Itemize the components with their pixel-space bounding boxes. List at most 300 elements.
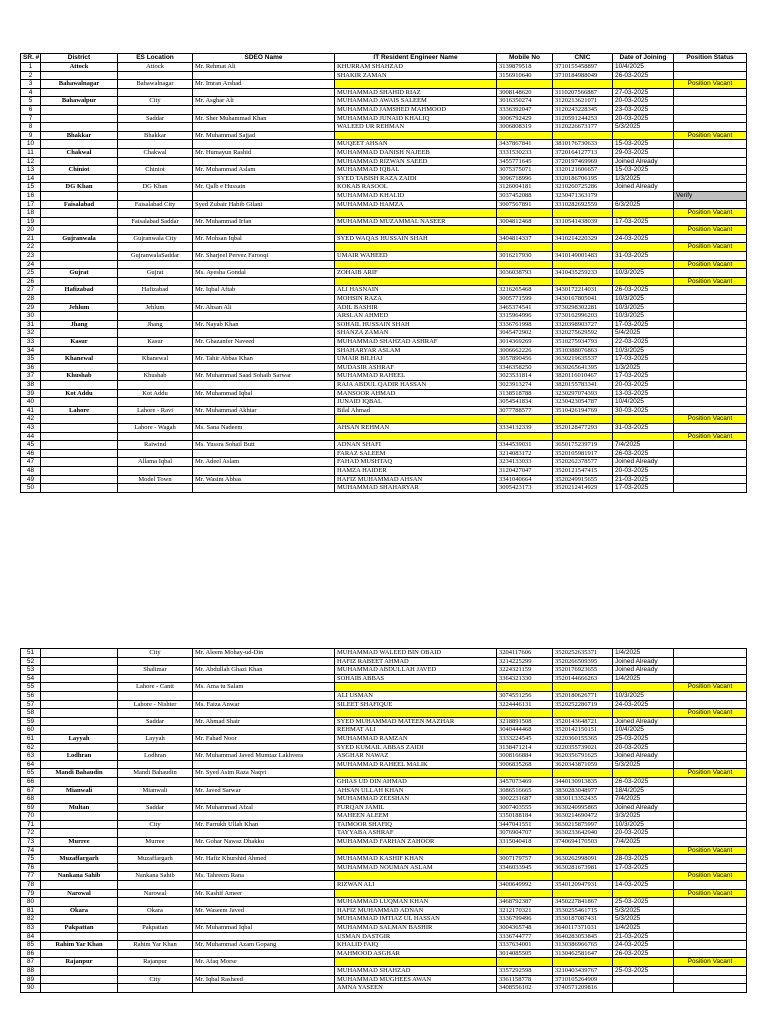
date-of-joining-cell: 24-03-2025 xyxy=(613,234,674,243)
sr-cell: 17 xyxy=(21,200,41,209)
mobile-cell: 3357292598 xyxy=(497,966,553,975)
engineer-name-cell: GHIAS UD DIN AHMAD xyxy=(335,777,497,786)
mobile-cell: 3095423173 xyxy=(497,484,553,493)
district-cell: Kot Addu xyxy=(41,389,118,398)
es-location-cell xyxy=(118,380,193,389)
position-status-cell xyxy=(674,949,747,958)
sdeo-name-cell: Ms. Sana Nadeem xyxy=(193,423,335,432)
es-location-cell: GujranwalaSaddar xyxy=(118,252,193,261)
engineer-name-cell: ARSLAN AHMED xyxy=(335,312,497,321)
cnic-cell: 3810176730633 xyxy=(553,140,613,149)
es-location-cell: Jehlum xyxy=(118,303,193,312)
es-location-cell: Chiniot xyxy=(118,166,193,175)
mobile-cell: 3344539031 xyxy=(497,441,553,450)
table-row xyxy=(21,786,747,795)
sdeo-name-cell xyxy=(193,466,335,475)
sdeo-name-cell: Mr. Muhammad Afzal xyxy=(193,803,335,812)
engineer-name-cell: SHAKIR ZAMAN xyxy=(335,71,497,80)
sdeo-name-cell xyxy=(193,191,335,200)
header-sdeo-name: SDEO Name xyxy=(193,54,335,63)
district-cell xyxy=(41,700,118,709)
position-status-cell xyxy=(674,200,747,209)
cnic-cell xyxy=(553,415,613,424)
date-of-joining-cell: 18/4/2025 xyxy=(613,786,674,795)
es-location-cell: Lahore - Cantt xyxy=(118,683,193,692)
cnic-cell: 3520144666263 xyxy=(553,674,613,683)
position-status-cell: Position Vacant xyxy=(674,80,747,89)
sdeo-name-cell: Mr. Farrukh Ullah Khan xyxy=(193,820,335,829)
engineer-name-cell: REHMAT ALI xyxy=(335,726,497,735)
mobile-cell: 3096718996 xyxy=(497,174,553,183)
table-row xyxy=(21,466,747,475)
engineer-name-cell: HAMZA HAIDER xyxy=(335,466,497,475)
district-cell xyxy=(41,657,118,666)
district-cell xyxy=(41,88,118,97)
position-status-cell: Position Vacant xyxy=(674,226,747,235)
mobile-cell: 3138471214 xyxy=(497,743,553,752)
district-cell xyxy=(41,423,118,432)
table-row xyxy=(21,795,747,804)
date-of-joining-cell: 5/3/2025 xyxy=(613,906,674,915)
sr-cell: 16 xyxy=(21,191,41,200)
mobile-cell xyxy=(497,80,553,89)
table-row xyxy=(21,398,747,407)
mobile-cell: 3346358250 xyxy=(497,363,553,372)
mobile-cell: 3076904707 xyxy=(497,829,553,838)
date-of-joining-cell xyxy=(613,846,674,855)
position-status-cell xyxy=(674,924,747,933)
engineer-name-cell: JUNAID IQBAL xyxy=(335,398,497,407)
table-row xyxy=(21,666,747,675)
sdeo-name-cell xyxy=(193,295,335,304)
engineer-name-cell: MUHAMMAD KHALID xyxy=(335,191,497,200)
engineer-name-cell: HAFIZ MUHAMMAD AHSAN xyxy=(335,475,497,484)
sdeo-name-cell: Mr. Tahir Abbas Khan xyxy=(193,355,335,364)
mobile-cell: 3016217930 xyxy=(497,252,553,261)
district-cell: Multan xyxy=(41,803,118,812)
table-row xyxy=(21,863,747,872)
header-sr: SR. # xyxy=(21,54,41,63)
cnic-cell: 3830283048977 xyxy=(553,786,613,795)
district-cell xyxy=(41,898,118,907)
sr-cell: 51 xyxy=(21,649,41,658)
es-location-cell xyxy=(118,415,193,424)
engineer-name-cell: ASGHAR NAWAZ xyxy=(335,752,497,761)
es-location-cell xyxy=(118,346,193,355)
table-row xyxy=(21,88,747,97)
mobile-cell: 3008148620 xyxy=(497,88,553,97)
date-of-joining-cell: 17-03-2025 xyxy=(613,372,674,381)
es-location-cell xyxy=(118,984,193,993)
engineer-name-cell: SYED KUMAIL ABBAS ZAIDI xyxy=(335,743,497,752)
date-of-joining-cell: 26-03-2025 xyxy=(613,449,674,458)
position-status-cell xyxy=(674,123,747,132)
position-status-cell xyxy=(674,389,747,398)
cnic-cell: 3720197469969 xyxy=(553,157,613,166)
sdeo-name-cell: Mr. Iqbal Rasheed xyxy=(193,975,335,984)
sr-cell: 89 xyxy=(21,975,41,984)
mobile-cell: 3336392047 xyxy=(497,105,553,114)
cnic-cell: 3310541438039 xyxy=(553,217,613,226)
position-status-cell xyxy=(674,657,747,666)
sdeo-name-cell xyxy=(193,863,335,872)
es-location-cell: Rahim Yar Khan xyxy=(118,941,193,950)
date-of-joining-cell: Joined Already xyxy=(613,666,674,675)
district-cell xyxy=(41,674,118,683)
mobile-cell: 3437867841 xyxy=(497,140,553,149)
district-cell xyxy=(41,975,118,984)
district-cell xyxy=(41,949,118,958)
position-status-cell xyxy=(674,166,747,175)
date-of-joining-cell: 5/4/2025 xyxy=(613,329,674,338)
date-of-joining-cell: 25-03-2025 xyxy=(613,966,674,975)
district-cell xyxy=(41,466,118,475)
position-status-cell xyxy=(674,691,747,700)
engineer-name-cell: AHSAN ULLAH KHAN xyxy=(335,786,497,795)
district-cell xyxy=(41,795,118,804)
es-location-cell: Saddar xyxy=(118,803,193,812)
cnic-cell: 3320121606657 xyxy=(553,166,613,175)
district-cell xyxy=(41,683,118,692)
cnic-cell: 3520176923655 xyxy=(553,666,613,675)
engineer-name-cell: MOHSIN RAZA xyxy=(335,295,497,304)
es-location-cell: Lahore - Wagah xyxy=(118,423,193,432)
district-cell xyxy=(41,71,118,80)
district-cell xyxy=(41,743,118,752)
district-cell: Jehlum xyxy=(41,303,118,312)
cnic-cell: 3510426194769 xyxy=(553,406,613,415)
date-of-joining-cell: 20-03-2025 xyxy=(613,743,674,752)
cnic-cell: 3630219635537 xyxy=(553,355,613,364)
position-status-cell xyxy=(674,97,747,106)
engineer-name-cell: Bilal Ahmad xyxy=(335,406,497,415)
sr-cell: 4 xyxy=(21,88,41,97)
sr-cell: 14 xyxy=(21,174,41,183)
sr-cell: 82 xyxy=(21,915,41,924)
engineer-name-cell: MUHAMMAD RAHEEL xyxy=(335,372,497,381)
mobile-cell: 3337634001 xyxy=(497,941,553,950)
table-row xyxy=(21,71,747,80)
sdeo-name-cell: Mr. Muhammad Aslam xyxy=(193,166,335,175)
cnic-cell: 3130462581647 xyxy=(553,949,613,958)
sdeo-name-cell xyxy=(193,743,335,752)
sdeo-name-cell: Mr. Muhammad Akhtar xyxy=(193,406,335,415)
cnic-cell xyxy=(553,260,613,269)
cnic-cell: 3620343871059 xyxy=(553,760,613,769)
table-row xyxy=(21,458,747,467)
engineer-name-cell: UMAIR WAHEED xyxy=(335,252,497,261)
date-of-joining-cell: 17-03-2025 xyxy=(613,217,674,226)
district-cell xyxy=(41,157,118,166)
engineer-name-cell: MANSOOR AHMAD xyxy=(335,389,497,398)
district-cell: Rahim Yar Khan xyxy=(41,941,118,950)
position-status-cell xyxy=(674,734,747,743)
sr-cell: 76 xyxy=(21,863,41,872)
sr-cell: 88 xyxy=(21,966,41,975)
engineer-name-cell xyxy=(335,889,497,898)
position-status-cell xyxy=(674,372,747,381)
es-location-cell: Bhakkar xyxy=(118,131,193,140)
sr-cell: 63 xyxy=(21,752,41,761)
date-of-joining-cell: 10/3/2025 xyxy=(613,295,674,304)
position-status-cell: Position Vacant xyxy=(674,889,747,898)
date-of-joining-cell: 14-03-2025 xyxy=(613,881,674,890)
district-cell xyxy=(41,441,118,450)
cnic-cell xyxy=(553,769,613,778)
sdeo-name-cell xyxy=(193,209,335,218)
date-of-joining-cell xyxy=(613,277,674,286)
mobile-cell: 3138518788 xyxy=(497,389,553,398)
table-header-row xyxy=(21,54,747,63)
sdeo-name-cell: Mr. Waseem Javed xyxy=(193,906,335,915)
es-location-cell: Bahawalnagar xyxy=(118,80,193,89)
engineer-name-cell xyxy=(335,80,497,89)
cnic-cell: 3220360155365 xyxy=(553,734,613,743)
es-location-cell: Lahore - Ravi xyxy=(118,406,193,415)
position-status-cell xyxy=(674,329,747,338)
mobile-cell xyxy=(497,872,553,881)
cnic-cell: 3120213621071 xyxy=(553,97,613,106)
sr-cell: 56 xyxy=(21,691,41,700)
es-location-cell xyxy=(118,881,193,890)
engineer-name-cell: TAYYABA ASHRAF xyxy=(335,829,497,838)
mobile-cell: 3005771599 xyxy=(497,295,553,304)
es-location-cell xyxy=(118,846,193,855)
engineer-name-cell: MUHAMMAD SHAHARYAR xyxy=(335,484,497,493)
mobile-cell: 3006792429 xyxy=(497,114,553,123)
district-cell xyxy=(41,191,118,200)
sr-cell: 48 xyxy=(21,466,41,475)
sr-cell: 27 xyxy=(21,286,41,295)
engineer-name-cell: ADNAN SHAFI xyxy=(335,441,497,450)
es-location-cell: Mandi Bahaudin xyxy=(118,769,193,778)
table-row xyxy=(21,984,747,993)
table-row xyxy=(21,174,747,183)
table-row xyxy=(21,717,747,726)
mobile-cell: 3361158778 xyxy=(497,975,553,984)
engineer-name-cell: MUHAMMAD ZEESHAN xyxy=(335,795,497,804)
mobile-cell: 3204117606 xyxy=(497,649,553,658)
sr-cell: 22 xyxy=(21,243,41,252)
position-status-cell xyxy=(674,915,747,924)
header-cnic: CNIC xyxy=(553,54,613,63)
date-of-joining-cell: 31-03-2025 xyxy=(613,252,674,261)
sr-cell: 46 xyxy=(21,449,41,458)
cnic-cell: 3120243228345 xyxy=(553,105,613,114)
cnic-cell: 3710105264909 xyxy=(553,975,613,984)
sr-cell: 75 xyxy=(21,855,41,864)
cnic-cell: 3650175239719 xyxy=(553,441,613,450)
date-of-joining-cell: 10/4/2025 xyxy=(613,726,674,735)
cnic-cell: 3820116010467 xyxy=(553,372,613,381)
engineer-name-cell: MUHAMMAD NOUMAN ASLAM xyxy=(335,863,497,872)
table-row xyxy=(21,191,747,200)
cnic-cell: 3320186706195 xyxy=(553,174,613,183)
engineer-name-cell xyxy=(335,958,497,967)
cnic-cell: 3320275629592 xyxy=(553,329,613,338)
sr-cell: 35 xyxy=(21,355,41,364)
table-row xyxy=(21,475,747,484)
table-row xyxy=(21,734,747,743)
cnic-cell: 3210260725286 xyxy=(553,183,613,192)
date-of-joining-cell: 26-03-2025 xyxy=(613,777,674,786)
cnic-cell: 3430172214031 xyxy=(553,286,613,295)
position-status-cell xyxy=(674,295,747,304)
district-cell: Bahawalnagar xyxy=(41,80,118,89)
engineer-name-cell: AHSAN REHMAN xyxy=(335,423,497,432)
mobile-cell xyxy=(497,260,553,269)
position-status-cell: Position Vacant xyxy=(674,958,747,967)
es-location-cell: Jhang xyxy=(118,320,193,329)
sdeo-name-cell xyxy=(193,88,335,97)
position-status-cell xyxy=(674,406,747,415)
cnic-cell: 3630265641395 xyxy=(553,363,613,372)
position-status-cell: Position Vacant xyxy=(674,243,747,252)
sdeo-name-cell: Mr. Imran Arshad xyxy=(193,80,335,89)
es-location-cell: Kasur xyxy=(118,338,193,347)
position-status-cell xyxy=(674,234,747,243)
position-status-cell xyxy=(674,743,747,752)
cnic-cell: 3320398903727 xyxy=(553,320,613,329)
district-cell: DG Khan xyxy=(41,183,118,192)
position-status-cell: Position Vacant xyxy=(674,277,747,286)
sr-cell: 85 xyxy=(21,941,41,950)
es-location-cell: Kot Addu xyxy=(118,389,193,398)
table-row xyxy=(21,295,747,304)
table-row xyxy=(21,131,747,140)
sr-cell: 6 xyxy=(21,105,41,114)
mobile-cell: 3350188184 xyxy=(497,812,553,821)
position-status-cell xyxy=(674,174,747,183)
district-cell xyxy=(41,260,118,269)
mobile-cell: 3002231687 xyxy=(497,795,553,804)
district-cell: Nankana Sahib xyxy=(41,872,118,881)
district-cell: Faisalabad xyxy=(41,200,118,209)
sdeo-name-cell xyxy=(193,260,335,269)
es-location-cell: Layyah xyxy=(118,734,193,743)
mobile-cell xyxy=(497,889,553,898)
sr-cell: 52 xyxy=(21,657,41,666)
cnic-cell: 3730162996203 xyxy=(553,312,613,321)
engineer-name-cell: SHAHARYAR ASLAM xyxy=(335,346,497,355)
date-of-joining-cell xyxy=(613,889,674,898)
cnic-cell xyxy=(553,432,613,441)
table-row xyxy=(21,924,747,933)
sdeo-name-cell: Mr. Mohsan Iqbal xyxy=(193,234,335,243)
date-of-joining-cell: 10/4/2025 xyxy=(613,63,674,72)
mobile-cell: 3126004181 xyxy=(497,183,553,192)
table-row xyxy=(21,803,747,812)
es-location-cell: DG Khan xyxy=(118,183,193,192)
cnic-cell: 3530255461715 xyxy=(553,906,613,915)
sr-cell: 64 xyxy=(21,760,41,769)
cnic-cell xyxy=(553,889,613,898)
date-of-joining-cell: Joined Already xyxy=(613,803,674,812)
es-location-cell xyxy=(118,191,193,200)
roster-table-page-2 xyxy=(20,648,746,993)
cnic-cell: 3630240995865 xyxy=(553,803,613,812)
engineer-name-cell xyxy=(335,846,497,855)
district-cell xyxy=(41,398,118,407)
table-row xyxy=(21,346,747,355)
mobile-cell: 3014369269 xyxy=(497,338,553,347)
cnic-cell: 3520212414929 xyxy=(553,484,613,493)
district-cell xyxy=(41,114,118,123)
table-row xyxy=(21,329,747,338)
position-status-cell: Position Vacant xyxy=(674,872,747,881)
sdeo-name-cell: Mr. Qalb e Hussain xyxy=(193,183,335,192)
mobile-cell: 3075375071 xyxy=(497,166,553,175)
district-cell: Narowal xyxy=(41,889,118,898)
engineer-name-cell: MUQEET AHSAN xyxy=(335,140,497,149)
table-row xyxy=(21,380,747,389)
es-location-cell: Khushab xyxy=(118,372,193,381)
district-cell: Muzaffargarh xyxy=(41,855,118,864)
sr-cell: 77 xyxy=(21,872,41,881)
es-location-cell xyxy=(118,466,193,475)
district-cell: Okara xyxy=(41,906,118,915)
cnic-cell: 3640117371031 xyxy=(553,924,613,933)
position-status-cell xyxy=(674,312,747,321)
mobile-cell xyxy=(497,226,553,235)
sr-cell: 38 xyxy=(21,380,41,389)
cnic-cell: 3520249915655 xyxy=(553,475,613,484)
engineer-name-cell: MUHAMMAD IMTIAZ UL HASSAN xyxy=(335,915,497,924)
cnic-cell: 3130386966765 xyxy=(553,941,613,950)
engineer-name-cell: FURQAN JAMIL xyxy=(335,803,497,812)
date-of-joining-cell: 1/3/2025 xyxy=(613,363,674,372)
sdeo-name-cell xyxy=(193,881,335,890)
date-of-joining-cell: 20-03-2025 xyxy=(613,466,674,475)
es-location-cell xyxy=(118,432,193,441)
table-row xyxy=(21,423,747,432)
date-of-joining-cell: 6/3/2025 xyxy=(613,200,674,209)
sdeo-name-cell: Mr. Muhammad Javed Mumtaz Lakhvera xyxy=(193,752,335,761)
es-location-cell xyxy=(118,157,193,166)
cnic-cell: 3730298302281 xyxy=(553,303,613,312)
sdeo-name-cell xyxy=(193,312,335,321)
sr-cell: 29 xyxy=(21,303,41,312)
sr-cell: 23 xyxy=(21,252,41,261)
position-status-cell xyxy=(674,820,747,829)
table-row xyxy=(21,406,747,415)
date-of-joining-cell xyxy=(613,415,674,424)
date-of-joining-cell: 1/4/2025 xyxy=(613,674,674,683)
date-of-joining-cell: 7/4/2025 xyxy=(613,795,674,804)
mobile-cell xyxy=(497,209,553,218)
engineer-name-cell: FAHAD MUSHTAQ xyxy=(335,458,497,467)
position-status-cell xyxy=(674,338,747,347)
date-of-joining-cell: 26-03-2025 xyxy=(613,71,674,80)
sr-cell: 53 xyxy=(21,666,41,675)
date-of-joining-cell xyxy=(613,243,674,252)
es-location-cell: Muzaffargarh xyxy=(118,855,193,864)
es-location-cell xyxy=(118,123,193,132)
district-cell: Kasur xyxy=(41,338,118,347)
sdeo-name-cell: Mr. Nayab Khan xyxy=(193,320,335,329)
es-location-cell xyxy=(118,966,193,975)
mobile-cell: 3315964996 xyxy=(497,312,553,321)
sr-cell: 58 xyxy=(21,709,41,718)
cnic-cell: 3120226673177 xyxy=(553,123,613,132)
mobile-cell: 3315040418 xyxy=(497,838,553,847)
cnic-cell: 3630214690472 xyxy=(553,812,613,821)
district-cell: Bahawalpur xyxy=(41,97,118,106)
mobile-cell: 3007179757 xyxy=(497,855,553,864)
district-cell xyxy=(41,217,118,226)
date-of-joining-cell: 17-03-2025 xyxy=(613,320,674,329)
engineer-name-cell xyxy=(335,872,497,881)
